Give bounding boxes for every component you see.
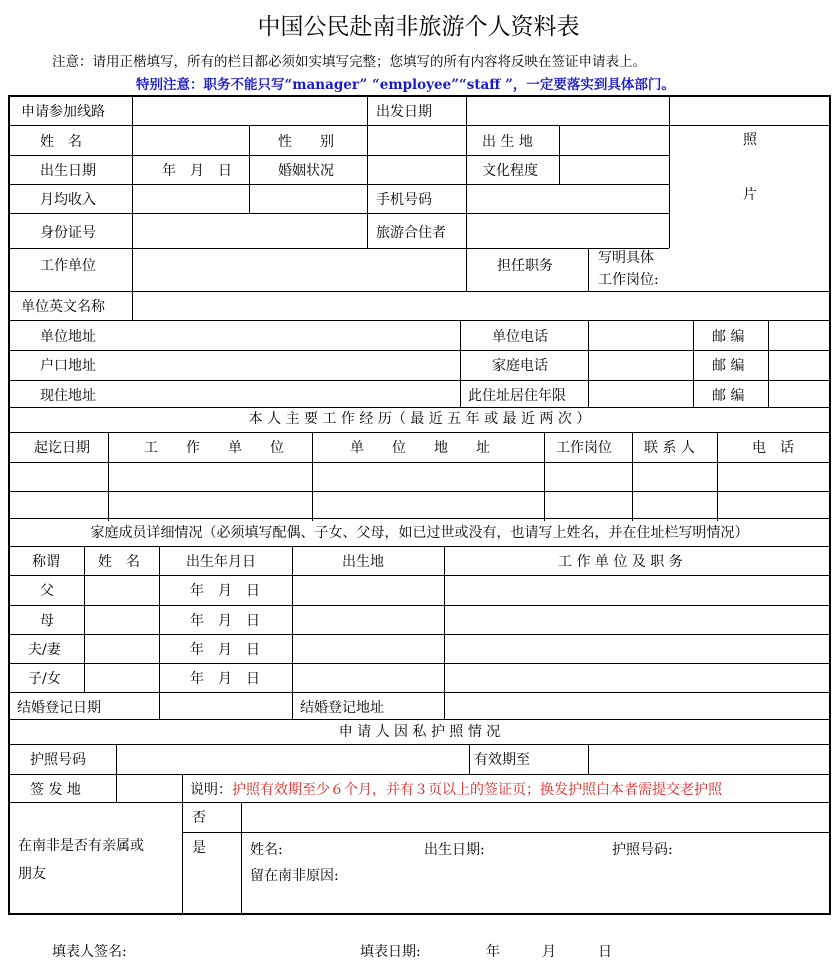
col-line — [559, 125, 560, 184]
position-note: 写明具体 — [598, 250, 654, 266]
label-companion: 旅游合住者 — [376, 225, 446, 241]
row-line — [10, 491, 829, 492]
row-line — [10, 350, 829, 351]
application-form-table — [8, 95, 831, 915]
col-line — [588, 320, 589, 407]
work-header-dates: 起讫日期 — [34, 440, 90, 456]
label-years-at-address: 此住址居住年限 — [468, 388, 566, 404]
label-income: 月均收入 — [40, 192, 96, 208]
label-route: 申请参加线路 — [21, 104, 105, 120]
photo-label: 照 — [743, 132, 757, 148]
family-relation: 夫/妻 — [28, 642, 61, 658]
family-ymd: 年 月 日 — [190, 671, 260, 687]
row-line — [10, 634, 829, 635]
row-line — [10, 692, 829, 693]
label-marriage-date: 结婚登记日期 — [17, 700, 101, 716]
col-line — [182, 774, 183, 915]
label-issue-place: 签 发 地 — [30, 782, 81, 798]
relatives-option-no: 否 — [192, 810, 206, 826]
col-line — [693, 320, 694, 407]
birth-date-ymd: 年 月 日 — [162, 163, 232, 179]
label-education: 文化程度 — [482, 163, 538, 179]
row-line — [10, 155, 669, 156]
row-line — [10, 575, 829, 576]
label-birth-date: 出生日期 — [40, 163, 96, 179]
row-line — [10, 380, 829, 381]
col-line — [132, 97, 133, 320]
family-header-relation: 称谓 — [32, 554, 60, 570]
row-line — [10, 802, 829, 803]
label-employer-address: 单位地址 — [40, 329, 96, 345]
passport-title: 申 请 人 因 私 护 照 情 况 — [338, 724, 501, 740]
family-header-name: 姓 名 — [98, 554, 140, 570]
row-line — [10, 744, 829, 745]
label-relative-passport: 护照号码: — [612, 842, 673, 858]
row-line — [10, 518, 829, 519]
passport-note-prefix: 说明： — [190, 782, 232, 798]
col-line — [588, 248, 589, 291]
col-line — [367, 97, 368, 248]
label-name: 姓 名 — [40, 134, 82, 150]
label-birthplace: 出 生 地 — [482, 134, 533, 150]
notice-special: 特别注意：职务不能只写“manager” “employee”“staff ”，一定要落实到具体部门。 — [136, 77, 675, 93]
row-line — [10, 605, 829, 606]
col-line — [116, 744, 117, 802]
col-line — [669, 97, 670, 248]
footer-fill-date: 填表日期: — [360, 944, 421, 960]
passport-note — [190, 782, 722, 798]
label-passport-expiry: 有效期至 — [474, 752, 530, 768]
label-employer-phone: 单位电话 — [492, 329, 548, 345]
col-line — [444, 546, 445, 719]
notice-general: 注意：请用正楷填写，所有的栏目都必须如实填写完整；您填写的所有内容将反映在签证申请表上。 — [52, 54, 646, 70]
label-relative-reason: 留在南非原因: — [250, 868, 339, 884]
col-line — [159, 546, 160, 719]
row-line — [10, 248, 669, 249]
row-line — [10, 407, 829, 408]
family-header-birthdate: 出生年月日 — [186, 554, 256, 570]
relatives-question: 朋友 — [18, 866, 46, 882]
work-header-position: 工作岗位 — [556, 440, 612, 456]
col-line — [469, 744, 470, 774]
col-line — [312, 432, 313, 521]
col-line — [84, 546, 85, 692]
label-current-address: 现住地址 — [40, 388, 96, 404]
row-line — [10, 213, 669, 214]
col-line — [241, 802, 242, 915]
label-marriage-place: 结婚登记地址 — [300, 700, 384, 716]
relatives-option-yes: 是 — [192, 840, 206, 856]
col-line — [108, 432, 109, 521]
col-line — [292, 546, 293, 719]
label-postcode: 邮 编 — [712, 358, 745, 374]
work-header-phone: 电 话 — [752, 440, 794, 456]
label-employer-en: 单位英文名称 — [21, 299, 105, 315]
label-depart-date: 出发日期 — [376, 104, 432, 120]
work-header-address: 单 位 地 址 — [350, 440, 490, 456]
work-history-title: 本 人 主 要 工 作 经 历（ 最 近 五 年 或 最 近 两 次 ） — [248, 411, 591, 427]
family-relation: 父 — [40, 583, 54, 599]
label-marital-status: 婚姻状况 — [278, 163, 334, 179]
row-line — [10, 462, 829, 463]
label-passport-number: 护照号码 — [30, 752, 86, 768]
label-gender: 性 别 — [278, 134, 334, 150]
label-postcode: 邮 编 — [712, 388, 745, 404]
family-header-birthplace: 出生地 — [342, 554, 384, 570]
label-relative-name: 姓名: — [250, 842, 283, 858]
row-line — [10, 663, 829, 664]
position-note: 工作岗位: — [598, 272, 659, 288]
label-relative-birth-date: 出生日期: — [424, 842, 485, 858]
family-header-employer: 工 作 单 位 及 职 务 — [558, 554, 683, 570]
row-line — [10, 719, 829, 720]
family-relation: 母 — [40, 613, 54, 629]
relatives-question: 在南非是否有亲属或 — [18, 838, 144, 854]
col-line — [632, 432, 633, 521]
label-id-number: 身份证号 — [40, 225, 96, 241]
family-ymd: 年 月 日 — [190, 583, 260, 599]
passport-note-warning: 护照有效期至少６个月，并有３页以上的签证页；换发护照白本者需提交老护照 — [232, 782, 722, 798]
family-relation: 子/女 — [28, 671, 61, 687]
col-line — [460, 320, 461, 407]
label-position: 担任职务 — [497, 258, 553, 274]
label-mobile: 手机号码 — [376, 192, 432, 208]
row-line — [10, 774, 829, 775]
family-title: 家庭成员详细情况（必须填写配偶、子女、父母，如已过世或没有，也请写上姓名，并在住址栏写明情况） — [90, 525, 749, 541]
col-line — [588, 744, 589, 774]
work-header-employer: 工 作 单 位 — [144, 440, 284, 456]
col-line — [717, 432, 718, 521]
col-line — [544, 432, 545, 521]
row-line — [182, 832, 829, 833]
photo-label: 片 — [743, 187, 757, 203]
label-hukou-address: 户口地址 — [40, 358, 96, 374]
footer-ymd: 年 月 日 — [486, 944, 612, 960]
col-line — [249, 125, 250, 213]
footer-signature: 填表人签名: — [52, 944, 127, 960]
col-line — [768, 320, 769, 407]
row-line — [10, 184, 669, 185]
label-home-phone: 家庭电话 — [492, 358, 548, 374]
row-line — [10, 546, 829, 547]
row-line — [10, 432, 829, 433]
label-employer: 工作单位 — [40, 258, 96, 274]
page-title: 中国公民赴南非旅游个人资料表 — [257, 14, 580, 40]
family-ymd: 年 月 日 — [190, 642, 260, 658]
work-header-contact: 联 系 人 — [644, 440, 695, 456]
row-line — [10, 320, 829, 321]
family-ymd: 年 月 日 — [190, 613, 260, 629]
col-line — [466, 248, 467, 291]
col-line — [466, 97, 467, 248]
label-postcode: 邮 编 — [712, 329, 745, 345]
